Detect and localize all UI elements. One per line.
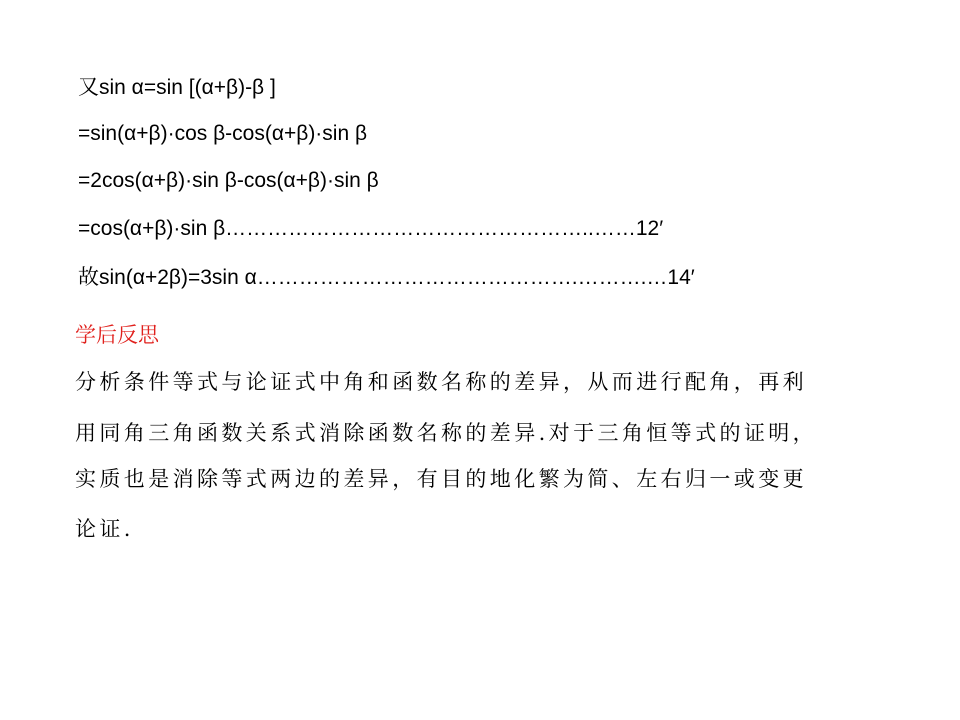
reflection-paragraph-line-4: 论证. bbox=[75, 517, 134, 541]
derivation-line-3: =2cos(α+β)·sin β-cos(α+β)·sin β bbox=[78, 169, 379, 192]
derivation-line-1-math: sin α=sin [(α+β)-β ] bbox=[99, 76, 276, 99]
derivation-line-4: =cos(α+β)·sin β……………………………………………..……12′ bbox=[78, 217, 664, 240]
derivation-line-1 bbox=[78, 72, 276, 103]
reflection-heading: 学后反思 bbox=[75, 323, 159, 347]
derivation-line-1-prefix: 又 bbox=[78, 75, 99, 99]
derivation-line-5-prefix: 故 bbox=[78, 265, 99, 289]
derivation-line-2: =sin(α+β)·cos β-cos(α+β)·sin β bbox=[78, 122, 368, 145]
reflection-paragraph-line-3: 实质也是消除等式两边的差异，有目的地化繁为简、左右归一或变更 bbox=[75, 467, 807, 491]
derivation-line-5-math: sin(α+2β)=3sin α……………………………………….……….…14′ bbox=[99, 266, 695, 289]
reflection-paragraph-line-1: 分析条件等式与论证式中角和函数名称的差异，从而进行配角，再利 bbox=[75, 370, 807, 394]
derivation-line-5 bbox=[78, 262, 695, 293]
reflection-paragraph-line-2: 用同角三角函数关系式消除函数名称的差异.对于三角恒等式的证明， bbox=[75, 421, 818, 445]
